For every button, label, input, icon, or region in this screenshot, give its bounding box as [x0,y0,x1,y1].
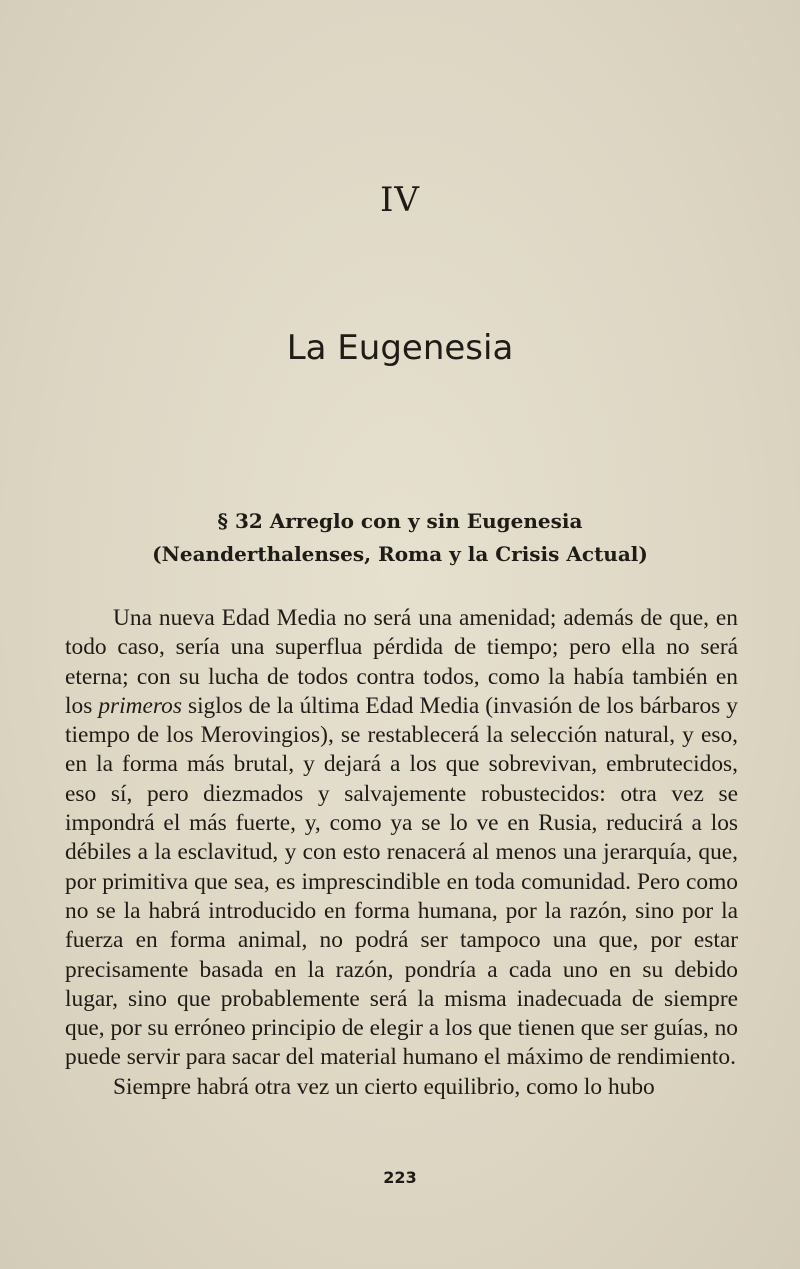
body-text [65,604,738,1102]
page-number: 223 [383,1168,417,1187]
section-heading [0,505,800,571]
paragraph-1-end: siglos de la última Edad Media (invasión de los bárbaros y tiempo de los Merovingios), se restablecerá la selección natural, y eso, en la forma más brutal, y dejará a los que sobrevivan, embrutecidos, eso sí, pero diezmados y salvajemente robustecidos: otra vez se impondrá el más fuerte, y, como ya se lo ve en Rusia, reducirá a los débiles a la esclavitud, y con esto renacerá al menos una jerarquía, que, por primitiva que sea, es imprescindible en toda comunidad. Pero como no se la habrá introducido en forma humana, por la razón, sino por la fuerza en forma animal, no podrá ser tampoco una que, por estar precisamente basada en la razón, pondría a cada uno en su debido lugar, sino que probablemente será la misma inadecuada de siempre que, por su erróneo principio de elegir a los que tienen que ser guías, no puede servir para sacar del material humano el máximo de rendimiento. [65,692,738,1071]
chapter-number: IV [380,180,420,220]
section-heading-line-1: § 32 Arreglo con y sin Eugenesia [217,509,583,533]
paragraph-1-italic-word: primeros [98,692,182,719]
paragraph-2: Siempre habrá otra vez un cierto equilibrio, como lo hubo [113,1073,655,1100]
section-heading-line-2: (Neanderthalenses, Roma y la Crisis Actual) [152,542,648,566]
paragraph-1 [65,604,738,1073]
paragraph-1-start: Una nueva Edad Media no será una amenidad; además de que, en todo caso, sería una superflua pérdida de tiempo; pero ella no será eterna; con su lucha de todos contra todos, como la había también en los [65,605,738,719]
chapter-title: La Eugenesia [286,328,514,368]
